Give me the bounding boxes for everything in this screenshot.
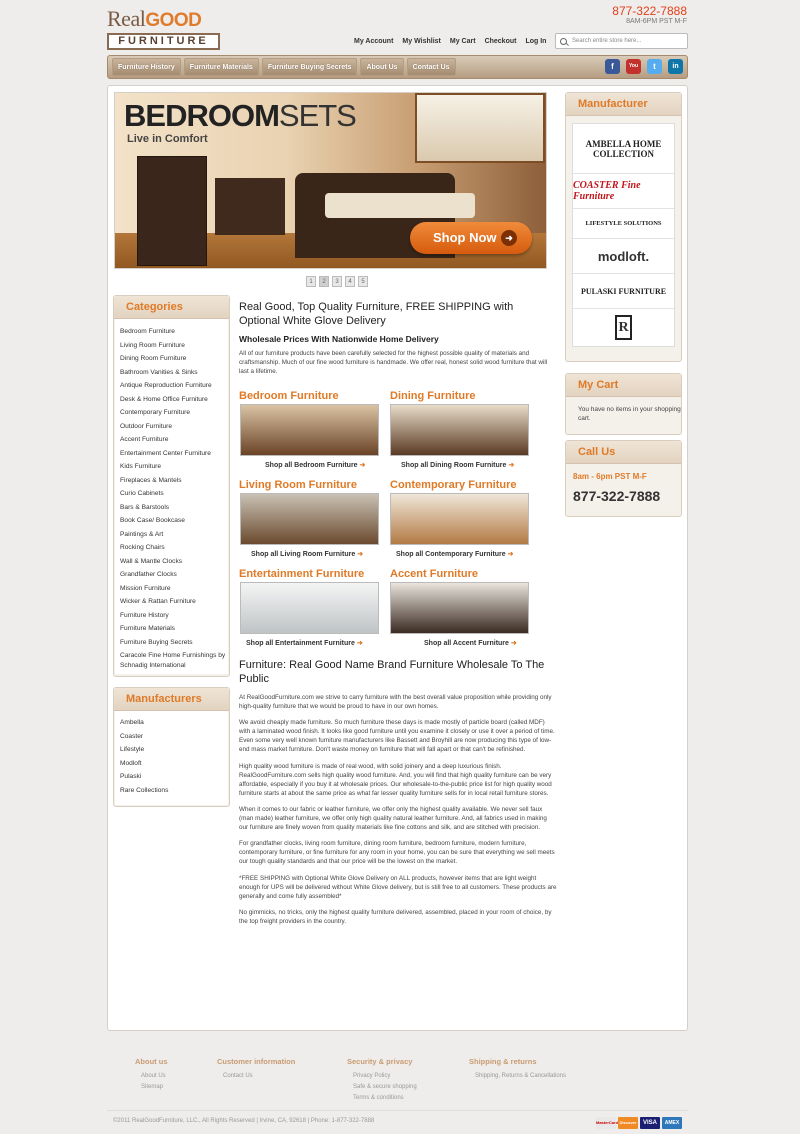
search-input[interactable] xyxy=(555,33,688,49)
header-hours: 8AM-6PM PST M-F xyxy=(626,18,687,25)
footer-col-title: Customer information xyxy=(217,1057,296,1066)
manufacturer-item[interactable]: Lifestyle xyxy=(120,746,145,753)
footer-col-title: Shipping & returns xyxy=(469,1057,537,1066)
banner-bedding-image xyxy=(325,193,475,218)
footer-link[interactable]: About Us xyxy=(141,1073,166,1079)
main-nav xyxy=(107,55,688,79)
paragraph: For grandfather clocks, living room furniture, dining room furniture, bedroom furniture, modern furniture, contemporary furniture, or fine furniture for any room in your home, you can be sure that everything we sell meets our tough quality standards and that our price will be the lowest on the market. xyxy=(239,840,555,866)
arrow-right-icon: ➜ xyxy=(510,640,517,647)
paragraph: When it comes to our fabric or leather furniture, we offer only the highest quality available. We never sell faux (man made) leather furniture, we offer only high quality natural leather furniture. And, all fabrics used in making our furniture are finely woven from quality materials like fine cottons and silk, and are stitched with precision. xyxy=(239,805,547,832)
category-item[interactable]: Rocking Chairs xyxy=(120,544,165,551)
modloft-logo[interactable]: modloft. xyxy=(573,239,674,274)
mastercard-icon: MasterCard xyxy=(596,1117,616,1129)
call-us-box xyxy=(565,440,682,517)
categories-list xyxy=(115,319,228,674)
cart-empty-text: You have no items in your shopping cart. xyxy=(578,406,681,422)
about-heading: Furniture: Real Good Name Brand Furniture Wholesale To The Public xyxy=(239,659,545,685)
manufacturer-item[interactable]: Pulaski xyxy=(120,773,142,780)
rare-collections-letter: R xyxy=(615,315,632,340)
my-wishlist-link[interactable]: My Wishlist xyxy=(402,38,441,45)
manufacturer-logos-box xyxy=(565,92,682,362)
shop-entertainment-label: Shop all Entertainment Furniture xyxy=(246,640,355,647)
category-item[interactable]: Entertainment Center Furniture xyxy=(120,449,211,457)
category-item[interactable]: Bathroom Vanities & Sinks xyxy=(120,368,198,376)
checkout-link[interactable]: Checkout xyxy=(484,38,517,45)
paragraph: At RealGoodFurniture.com we strive to carry furniture with the best overall value proposition while providing only high-quality furniture that we would be proud to have in our own homes. xyxy=(239,694,552,711)
shop-entertainment-link[interactable] xyxy=(246,639,363,647)
shop-contemporary-label: Shop all Contemporary Furniture xyxy=(396,551,506,558)
entertainment-section xyxy=(239,568,379,647)
category-item[interactable]: Bars & Barstools xyxy=(120,503,170,511)
category-item[interactable]: Furniture Materials xyxy=(120,625,175,632)
my-account-link[interactable]: My Account xyxy=(354,38,394,45)
dining-heading[interactable]: Dining Furniture xyxy=(390,390,476,402)
entertainment-heading[interactable]: Entertainment Furniture xyxy=(239,568,365,580)
footer-link[interactable]: Sitemap xyxy=(141,1084,164,1090)
arrow-right-icon: ➜ xyxy=(508,462,515,469)
contemporary-heading[interactable]: Contemporary Furniture xyxy=(390,479,517,491)
category-item[interactable]: Furniture History xyxy=(120,611,169,619)
arrow-right-icon: ➜ xyxy=(507,551,514,558)
accent-heading[interactable]: Accent Furniture xyxy=(390,568,479,580)
footer-col-shipping xyxy=(469,1057,566,1082)
footer-col-security xyxy=(347,1057,417,1104)
coaster-logo[interactable]: COASTER Fine Furniture xyxy=(573,174,674,209)
copyright: ©2011 RealGoodFurniture, LLC., All Rights Reserved | Irvine, CA, 92618 | Phone: 1-877-322-7888 xyxy=(113,1118,375,1124)
rare-collections-logo[interactable] xyxy=(573,309,674,346)
pager-5[interactable]: 5 xyxy=(358,276,368,287)
pager-3[interactable]: 3 xyxy=(332,276,342,287)
amex-icon: AMEX xyxy=(662,1117,682,1129)
category-item[interactable]: Living Room Furniture xyxy=(120,341,185,349)
shop-dining-link[interactable] xyxy=(401,461,514,469)
youtube-icon[interactable]: You xyxy=(626,59,641,74)
arrow-right-icon: ➜ xyxy=(501,230,517,246)
banner-subtitle: Live in Comfort xyxy=(127,133,208,145)
category-item[interactable]: Contemporary Furniture xyxy=(120,409,190,416)
banner-title xyxy=(124,98,356,134)
banner-title-bold: BEDROOM xyxy=(124,98,279,133)
living-room-image[interactable] xyxy=(240,493,379,545)
bedroom-image[interactable] xyxy=(240,404,379,456)
visa-icon: VISA xyxy=(640,1117,660,1129)
page-title: Real Good, Top Quality Furniture, FREE SHIPPING with Optional White Glove Delivery xyxy=(239,301,514,327)
facebook-icon[interactable]: f xyxy=(605,59,620,74)
pager-4[interactable]: 4 xyxy=(345,276,355,287)
manufacturer-logos-title: Manufacturer xyxy=(566,93,681,116)
account-links xyxy=(354,38,546,45)
manufacturer-item[interactable]: Rare Collections xyxy=(120,786,169,794)
banner-window-image xyxy=(415,93,545,163)
twitter-icon[interactable]: t xyxy=(647,59,662,74)
shop-bedroom-link[interactable] xyxy=(265,461,365,469)
footer-divider xyxy=(107,1110,688,1111)
banner-pager xyxy=(306,276,368,287)
shop-living-room-label: Shop all Living Room Furniture xyxy=(251,551,356,558)
pager-2[interactable]: 2 xyxy=(319,276,329,287)
pager-1[interactable]: 1 xyxy=(306,276,316,287)
nav-about-us[interactable]: About Us xyxy=(360,58,403,76)
page-subtitle: Wholesale Prices With Nationwide Home Delivery xyxy=(239,334,439,344)
category-item[interactable]: Paintings & Art xyxy=(120,530,164,538)
pulaski-logo[interactable]: PULASKI FURNITURE xyxy=(573,274,674,309)
contemporary-section xyxy=(390,479,530,558)
accent-image[interactable] xyxy=(390,582,529,634)
footer-col-title: Security & privacy xyxy=(347,1057,413,1066)
banner-dresser-image xyxy=(137,156,207,266)
categories-box xyxy=(113,295,230,677)
intro-text: All of our furniture products have been carefully selected for the highest possible quality of materials and craftsmanship. Much of our fine wood furniture is handmade. We offer real, honest solid wood furniture that will last a lifetime. xyxy=(239,350,548,375)
footer-link[interactable]: Shipping, Returns & Cancellations xyxy=(475,1073,567,1079)
login-link[interactable]: Log In xyxy=(525,38,547,45)
paragraph: High quality wood furniture is made of real wood, with solid joinery and a deep luxurious finish. RealGoodFurniture.com sells high quality wood furniture. And, you will find that high quality furniture can be very affordable, especially if you buy it at wholesale prices. Our wholesale-to-the-public price list for high quality wood furniture starts at about the same price as what far lesser quality furniture sells for in local retail furniture stores. xyxy=(239,762,552,797)
ambella-logo[interactable]: AMBELLA HOME COLLECTION xyxy=(573,124,674,174)
nav-contact-us[interactable]: Contact Us xyxy=(407,58,456,76)
paragraph: *FREE SHIPPING with Optional White Glove Delivery on ALL products, however items that are light weight enough for UPS will be delivered without White Glove delivery, but is still free to all customers. These products are generally and come fully assembled* xyxy=(239,874,557,900)
manufacturer-item[interactable]: Modloft xyxy=(120,759,142,767)
bedroom-section xyxy=(239,390,379,469)
category-item[interactable]: Kids Furniture xyxy=(120,463,162,470)
payment-cards xyxy=(596,1117,682,1129)
category-item[interactable]: Furniture Buying Secrets xyxy=(120,638,193,646)
footer-col-customer xyxy=(217,1057,295,1082)
about-section xyxy=(239,658,557,933)
footer-link[interactable]: Safe & secure shopping xyxy=(353,1084,417,1090)
logo-real-text: Real xyxy=(107,6,146,31)
manufacturer-item[interactable]: Coaster xyxy=(120,732,144,740)
shop-dining-label: Shop all Dining Room Furniture xyxy=(401,462,507,469)
header-phone: 877-322-7888 xyxy=(612,4,687,18)
footer-col-title: About us xyxy=(135,1057,168,1066)
nav-furniture-history[interactable]: Furniture History xyxy=(112,58,181,76)
category-item[interactable]: Bedroom Furniture xyxy=(120,328,175,335)
manufacturer-item[interactable]: Ambella xyxy=(120,719,144,726)
shop-accent-link[interactable] xyxy=(424,639,517,647)
contemporary-image[interactable] xyxy=(390,493,529,545)
shop-contemporary-link[interactable] xyxy=(396,550,514,558)
category-item[interactable]: Curio Cabinets xyxy=(120,490,164,497)
category-item[interactable]: Book Case/ Bookcase xyxy=(120,517,185,524)
banner-chest-image xyxy=(215,178,285,235)
call-us-hours: 8am - 6pm PST M-F xyxy=(573,472,647,481)
search-icon xyxy=(560,38,567,45)
banner-title-light: SETS xyxy=(278,98,356,133)
logo-furniture-text: FURNITURE xyxy=(107,33,220,50)
category-item[interactable]: Caracole Fine Home Furnishings by Schnadig International xyxy=(120,652,226,669)
entertainment-image[interactable] xyxy=(240,582,379,634)
footer-link[interactable]: Contact Us xyxy=(223,1073,253,1079)
bedroom-heading[interactable]: Bedroom Furniture xyxy=(239,390,339,402)
category-item[interactable]: Antique Reproduction Furniture xyxy=(120,382,212,389)
call-us-phone: 877-322-7888 xyxy=(573,488,661,504)
shop-now-label: Shop Now xyxy=(433,230,497,245)
arrow-right-icon: ➜ xyxy=(356,640,363,647)
my-cart-box xyxy=(565,373,682,435)
category-item[interactable]: Accent Furniture xyxy=(120,436,169,443)
search-placeholder: Search entire store here... xyxy=(572,38,642,44)
paragraph: We avoid cheaply made furniture. So much furniture these days is made mostly of particle board (called MDF) with a laminated wood finish. It looks like good furniture until you examine it closely or use it over a period of time. Even some very well known furniture manufacturers like Bassett and Broyhill are now producing this type of low-end mass market furniture. Don't waste money on furniture that will fall apart or that can't be refinished. xyxy=(239,719,555,754)
nav-buying-secrets[interactable]: Furniture Buying Secrets xyxy=(262,58,358,76)
discover-icon: Discover xyxy=(618,1117,638,1129)
shop-accent-label: Shop all Accent Furniture xyxy=(424,640,509,647)
my-cart-link[interactable]: My Cart xyxy=(449,38,476,45)
category-item[interactable]: Mission Furniture xyxy=(120,584,171,592)
logo-good-text: GOOD xyxy=(145,10,202,31)
manufacturers-list xyxy=(115,711,228,805)
arrow-right-icon: ➜ xyxy=(357,551,364,558)
category-item[interactable]: Wall & Mantle Clocks xyxy=(120,557,183,565)
categories-title: Categories xyxy=(114,296,229,319)
nav-furniture-materials[interactable]: Furniture Materials xyxy=(184,58,259,76)
living-room-heading[interactable]: Living Room Furniture xyxy=(239,479,357,491)
category-item[interactable]: Dining Room Furniture xyxy=(120,355,187,362)
footer-link[interactable]: Privacy Policy xyxy=(353,1073,391,1079)
lifestyle-logo[interactable]: LIFESTYLE SOLUTIONS xyxy=(573,209,674,239)
paragraph: No gimmicks, no tricks, only the highest quality furniture delivered, assembled, placed in your room of choice, by the top freight providers in the country. xyxy=(239,908,552,925)
footer-col-about xyxy=(135,1057,168,1093)
accent-section xyxy=(390,568,530,647)
arrow-right-icon: ➜ xyxy=(359,462,366,469)
shop-living-room-link[interactable] xyxy=(251,550,363,558)
dining-section xyxy=(390,390,530,469)
shop-bedroom-label: Shop all Bedroom Furniture xyxy=(265,462,358,469)
manufacturers-title: Manufacturers xyxy=(114,688,229,711)
shop-now-button[interactable] xyxy=(410,222,532,254)
dining-image[interactable] xyxy=(390,404,529,456)
footer-link[interactable]: Terms & conditions xyxy=(353,1095,404,1101)
living-room-section xyxy=(239,479,379,558)
category-item[interactable]: Outdoor Furniture xyxy=(120,422,173,430)
category-item[interactable]: Grandfather Clocks xyxy=(120,571,177,578)
category-item[interactable]: Wicker & Rattan Furniture xyxy=(120,598,196,605)
main-content xyxy=(239,300,557,376)
call-us-title: Call Us xyxy=(566,441,681,464)
manufacturers-box xyxy=(113,687,230,807)
site-logo[interactable] xyxy=(107,6,222,48)
my-cart-title: My Cart xyxy=(566,374,681,397)
linkedin-icon[interactable]: in xyxy=(668,59,683,74)
category-item[interactable]: Desk & Home Office Furniture xyxy=(120,395,208,403)
category-item[interactable]: Fireplaces & Mantels xyxy=(120,476,182,484)
